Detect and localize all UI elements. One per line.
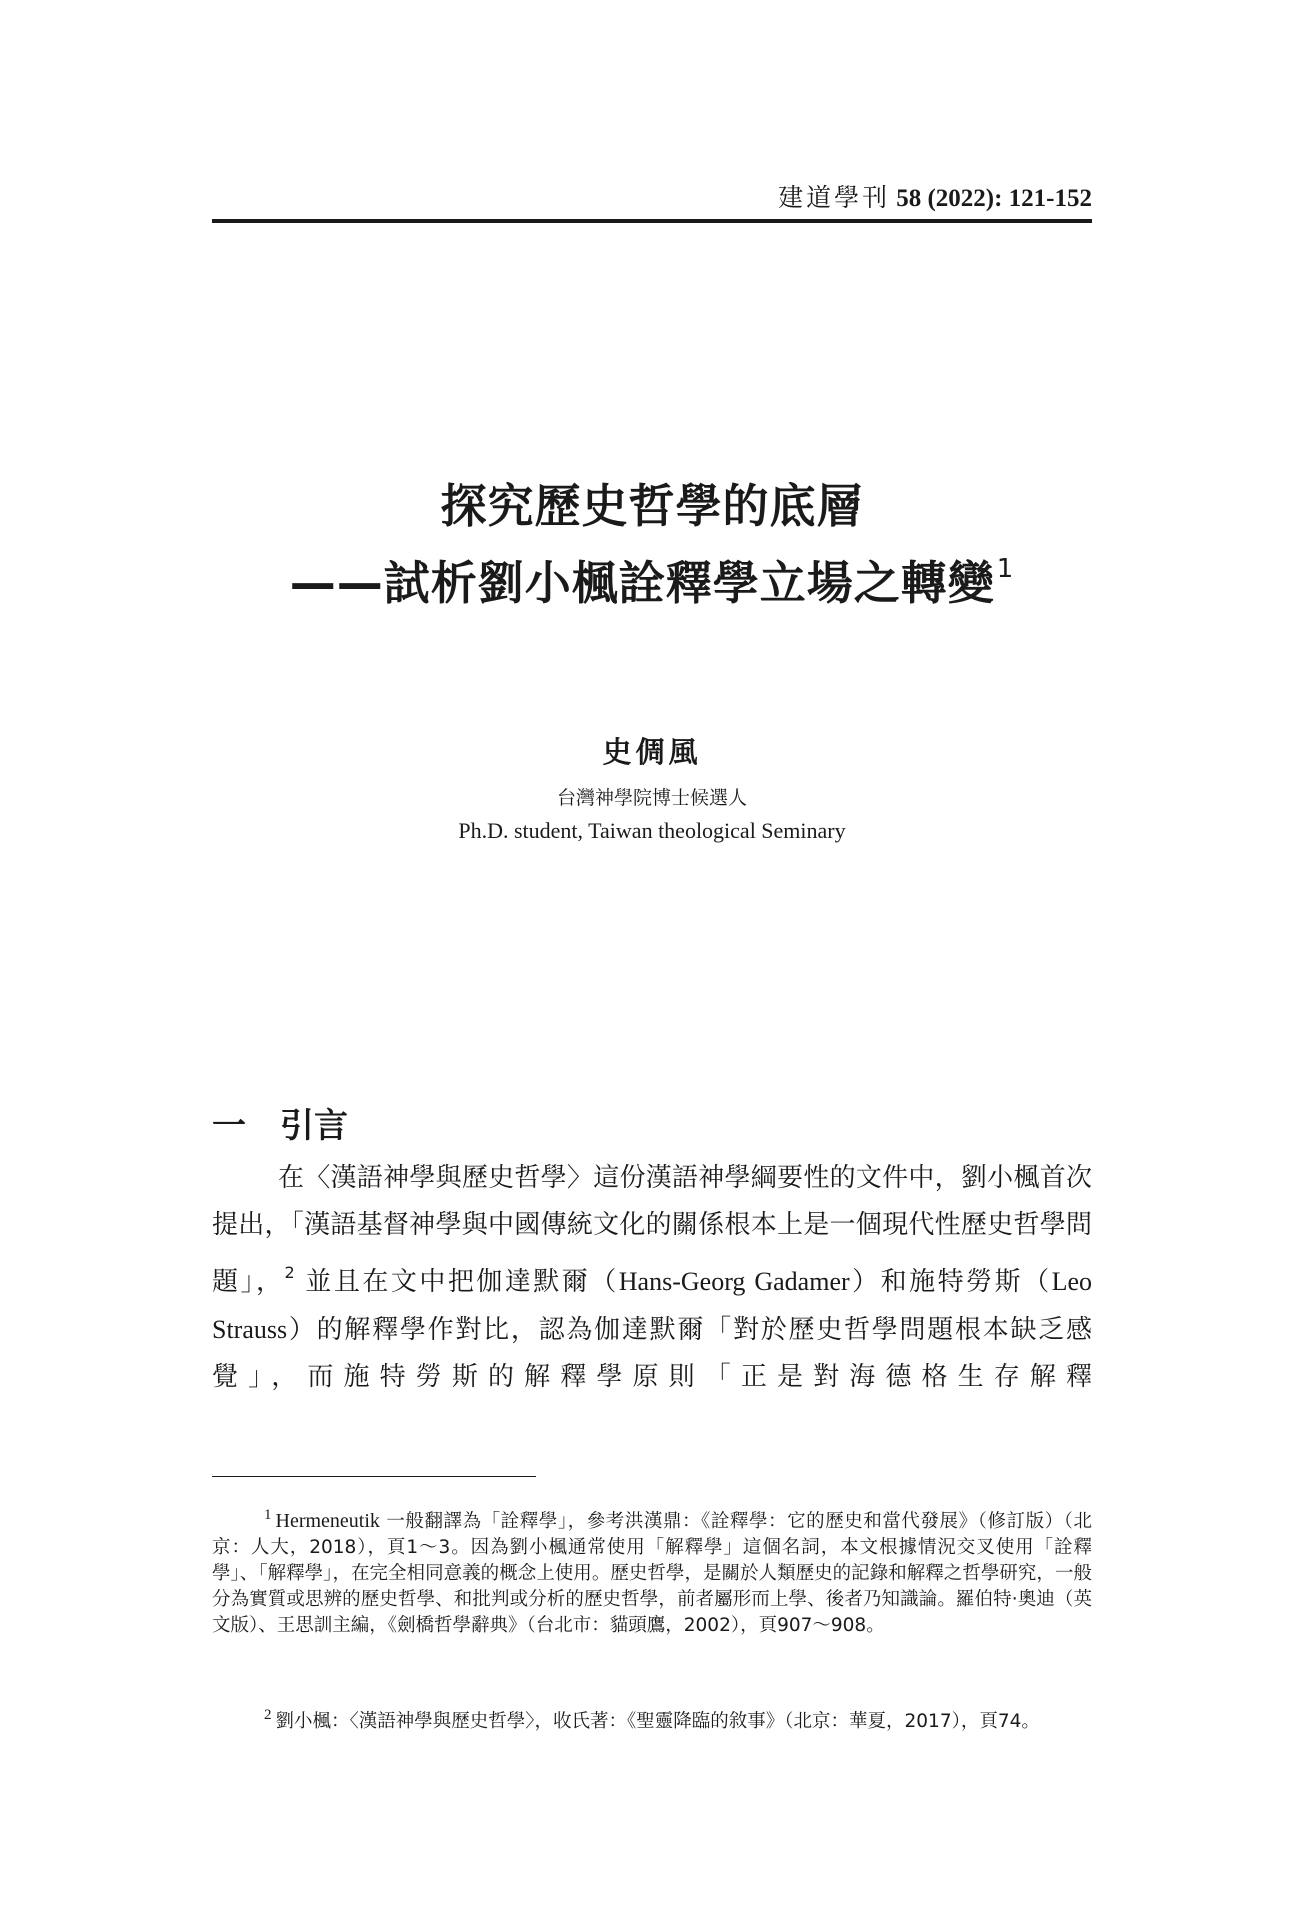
- author-affiliation-en: Ph.D. student, Taiwan theological Seminary: [458, 818, 846, 843]
- footnote-text: 一般翻譯為「詮釋學」，參考洪漢鼎：《詮釋學：它的歷史和當代發展》（修訂版）（北京：人大，2018），頁1～3。因為劉小楓通常使用「解釋學」這個名詞，本文根據情況交叉使用「詮釋學」、「解釋學」，在完全相同意義的概念上使用。歷史哲學，是關於人類歷史的記錄和解釋之哲學研究，一般分為實質或思辨的歷史哲學、和批判或分析的歷史哲學，前者屬形而上學、後者乃知識論。羅伯特·奧迪（英文版）、王思訓主編，《劍橋哲學辭典》（台北市：貓頭鷹，2002），頁907～908。: [212, 1511, 1092, 1636]
- running-head: [212, 178, 1092, 214]
- article-title-line-2: [212, 547, 1092, 613]
- journal-name: 建道學刊: [778, 183, 891, 212]
- person-name-gadamer: Hans-Georg Gadamer: [618, 1267, 850, 1296]
- body-paragraph: [212, 1155, 1092, 1401]
- section-title: 引言: [280, 1106, 348, 1146]
- header-rule: [212, 219, 1092, 223]
- footnote-mark: 1: [264, 1507, 272, 1523]
- body-text-segment: 在〈漢語神學與歷史哲學〉這份漢語神學綱要性的文件中，劉小楓首次提出，「漢語基督神學與中國傳統文化的關係根本上是一個現代性歷史哲學問題」，: [212, 1163, 1092, 1297]
- footnote-2: [212, 1702, 1092, 1735]
- footnote-mark: 2: [264, 1707, 272, 1723]
- footnote-rule: [212, 1476, 536, 1477]
- footnote-1: [212, 1502, 1092, 1639]
- article-subtitle: ——試析劉小楓詮釋學立場之轉變: [289, 556, 995, 610]
- author-affiliation-zh: 台灣神學院博士候選人: [556, 787, 747, 809]
- footnote-ref-2: 2: [284, 1263, 295, 1282]
- footnote-text: 劉小楓：〈漢語神學與歷史哲學〉，收氏著：《聖靈降臨的敘事》（北京：華夏，2017），頁74。: [275, 1711, 1040, 1732]
- body-text-segment: 並且在文中把伽達默爾（: [294, 1267, 619, 1297]
- author-name: 史倜風: [602, 735, 702, 769]
- person-name-strauss: Leo Strauss: [212, 1267, 1092, 1344]
- article-title-line-1: 探究歷史哲學的底層: [440, 479, 864, 533]
- body-text-segment: ）和施特勞斯（: [849, 1267, 1052, 1297]
- journal-citation: 58 (2022): 121-152: [896, 185, 1092, 212]
- section-heading: [212, 1098, 348, 1147]
- body-text-segment: ）的解釋學作對比，認為伽達默爾「對於歷史哲學問題根本缺乏感覺」，而施特勞斯的解釋學原則「正是對海德格生存解釋: [212, 1315, 1092, 1392]
- footnote-term: Hermeneutik: [275, 1510, 380, 1532]
- section-number: 一: [212, 1106, 246, 1146]
- title-footnote-mark: 1: [996, 554, 1015, 584]
